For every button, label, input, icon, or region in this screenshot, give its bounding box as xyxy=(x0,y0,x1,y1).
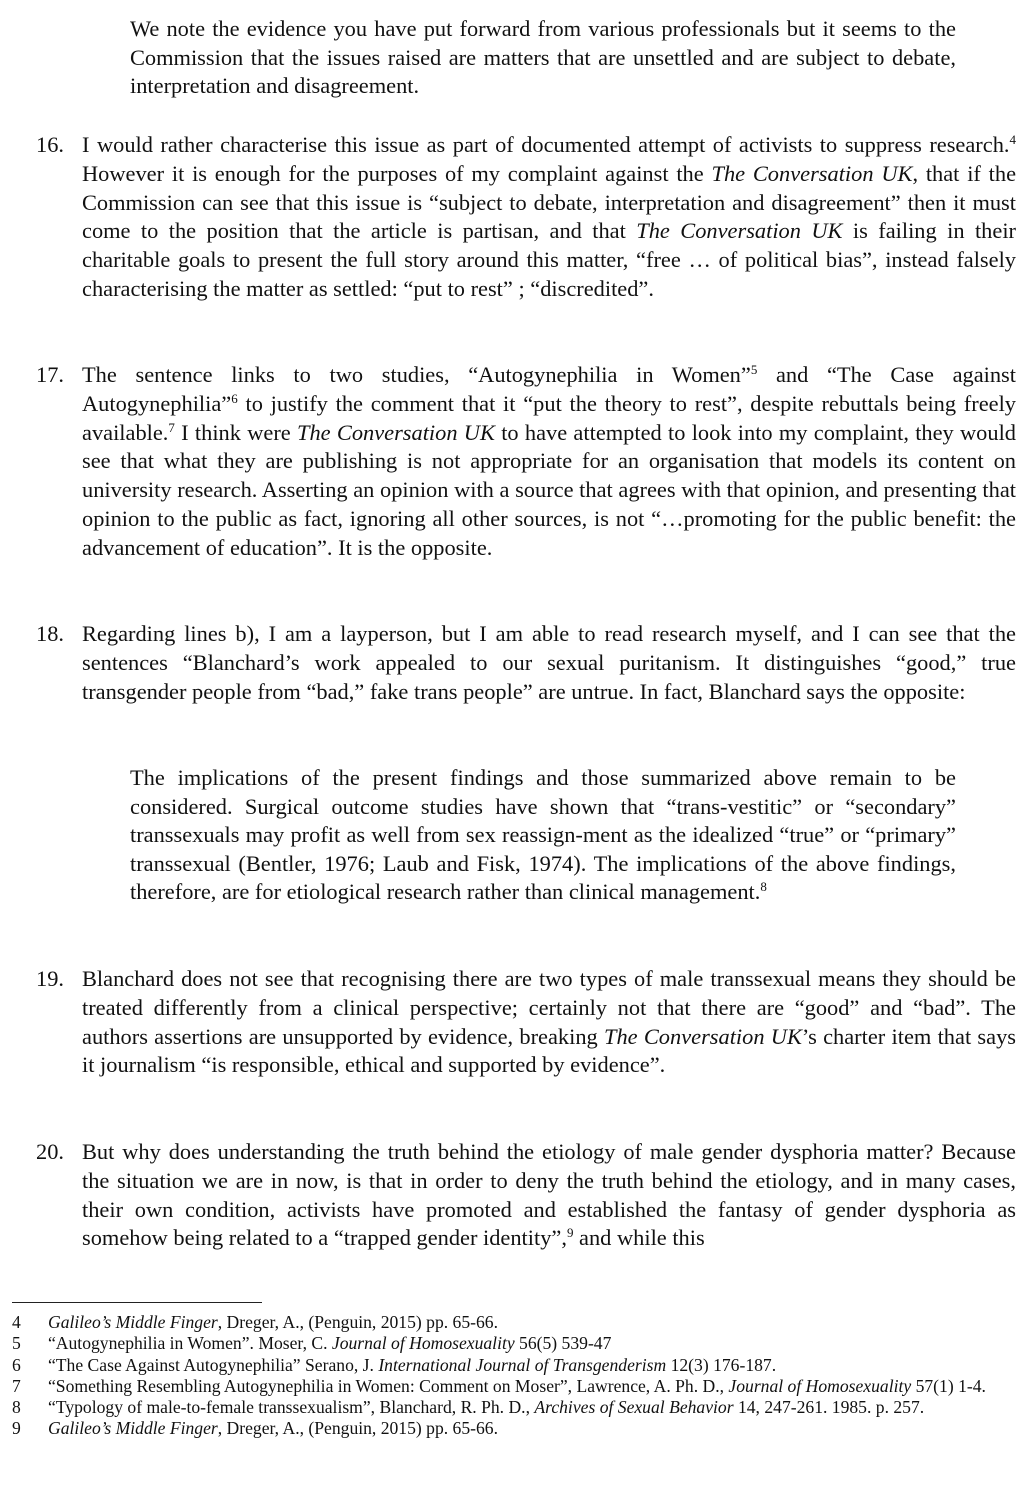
footnote-text: “The Case Against Autogynephilia” Serano, J. International Journal of Transgenderism 12(3) 176-187. xyxy=(48,1354,777,1375)
footnote-text: Galileo’s Middle Finger, Dreger, A., (Penguin, 2015) pp. 65-66. xyxy=(48,1312,498,1332)
paragraph-body: Blanchard does not see that recognising there are two types of male transsexual means they should be treated differently from a clinical perspective; certainly not that there are “good” and “bad”. The authors assertions are unsupported by evidence, breaking The Conversation UK’s charter item that says it journalism “is responsible, ethical and supported by evidence”. xyxy=(82,966,1016,1078)
footnote xyxy=(12,1333,1012,1354)
commission-quote: We note the evidence you have put forward from various professionals but it seems to the Commission that the issues raised are matters that are unsettled and are subject to debate, interpretation and disagreement. xyxy=(130,16,956,99)
paragraph-16 xyxy=(36,131,1016,304)
footnote-text: “Typology of male-to-female transsexualism”, Blanchard, R. Ph. D., Archives of Sexual Behavior 14, 247-261. 1985. p. 257. xyxy=(48,1397,925,1418)
footnote-ref: 8 xyxy=(760,879,767,895)
footnote-ref: 6 xyxy=(231,390,238,406)
paragraph-18 xyxy=(36,620,1016,706)
paragraph-17 xyxy=(36,361,1016,563)
paragraph-number: 17. xyxy=(36,362,64,387)
footnote-ref: 9 xyxy=(566,1225,574,1241)
footnote-text: “Something Resembling Autogynephilia in Women: Comment on Moser”, Lawrence, A. Ph. D., Journal of Homosexuality 57(1) 1-4. xyxy=(48,1375,986,1396)
paragraph-number: 16. xyxy=(36,132,64,157)
footnote xyxy=(12,1355,1012,1376)
footnote-number: 8 xyxy=(12,1397,21,1418)
footnote-text: Galileo’s Middle Finger, Dreger, A., (Penguin, 2015) pp. 65-66. xyxy=(48,1418,498,1439)
paragraph-body: I would rather characterise this issue as part of documented attempt of activists to suppress research.$^4$ However it is enough for the purposes of my complaint against the The Conversation UK, that if the Commission can see that this issue is “subject to debate, interpretation and disagreement” then it must come to the position that the article is partisan, and that The Conversation UK is failing in their charitable goals to present the full story around this matter, “free … of political bias”, instead falsely characterising the matter as settled: “put to rest” ; “discredited”. xyxy=(82,132,1017,301)
paragraph-number: 19. xyxy=(36,966,64,991)
footnote-number: 6 xyxy=(12,1354,21,1375)
footnote-number: 9 xyxy=(12,1418,21,1439)
footnote-text: “Autogynephilia in Women”. Moser, C. Journal of Homosexuality 56(5) 539-47 xyxy=(48,1333,612,1354)
footnote-ref: 7 xyxy=(168,419,175,435)
paragraph-body: Regarding lines b), I am a layperson, but I am able to read research myself, and I can see that the sentences “Blanchard’s work appealed to our sexual puritanism. It distinguishes “good,” true transgender people from “bad,” fake trans people” are untrue. In fact, Blanchard says the opposite: xyxy=(82,621,1016,704)
footnote xyxy=(12,1312,1012,1333)
footnote-ref: 5 xyxy=(750,362,758,377)
paragraph-19 xyxy=(36,965,1016,1080)
footnote-ref: 4 xyxy=(1009,132,1016,147)
footnote xyxy=(12,1376,1012,1397)
paragraph-number: 18. xyxy=(36,621,64,646)
paragraph-number: 20. xyxy=(36,1139,64,1164)
footnote-number: 4 xyxy=(12,1312,21,1332)
paragraph-body: The sentence links to two studies, “Autogynephilia in Women”$^5$ and “The Case against Autogynephilia”$^6$ to justify the comment that it “put the theory to rest”, despite rebuttals being freely available.$^7$ I think were The Conversation UK to have attempted to look into my complaint, they would see that what they are publishing is not appropriate for an organisation that models its content on university research. Asserting an opinion with a source that agrees with that opinion, and presenting that opinion to the public as fact, ignoring all other sources, is not “…promoting for the public benefit: the advancement of education”. It is the opposite. xyxy=(82,362,1016,560)
footnote-number: 5 xyxy=(12,1333,21,1354)
footnotes xyxy=(12,1312,1012,1440)
footnote xyxy=(12,1397,1012,1418)
footnote-number: 7 xyxy=(12,1375,21,1396)
paragraph-body: But why does understanding the truth behind the etiology of male gender dysphoria matter? Because the situation we are in now, is that in order to deny the truth behind the etiology, and in many cases, their own condition, activists have promoted and established the fantasy of gender dysphoria as somehow being related to a “trapped gender identity”,$^9$ and while this xyxy=(82,1139,1016,1251)
footnote xyxy=(12,1418,1012,1439)
paragraph-20 xyxy=(36,1138,1016,1253)
footnote-separator xyxy=(12,1302,262,1303)
blanchard-quote: The implications of the present findings and those summarized above remain to be considered. Surgical outcome studies have shown that “trans-vestitic” or “secondary” transsexuals may profit as well from sex reassign-ment as the idealized “true” or “primary” transsexual (Bentler, 1976; Laub and Fisk, 1974). The implications of the above findings, therefore, are for etiological research rather than clinical management.$^8$ xyxy=(130,765,956,905)
